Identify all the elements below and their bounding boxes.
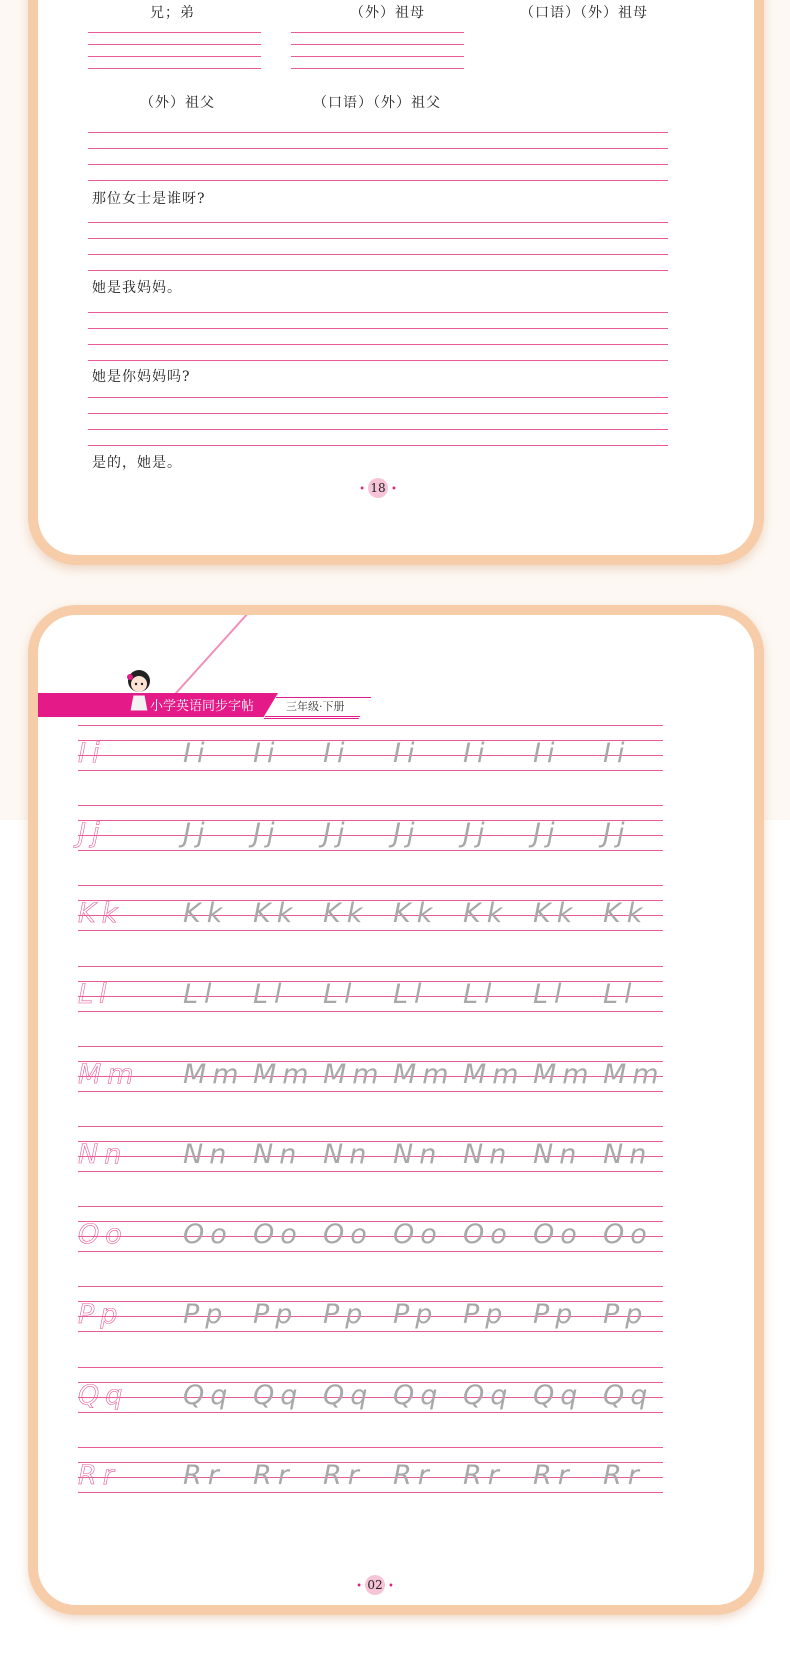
copy-letter-pair: Qq [463, 1379, 514, 1411]
decorative-line [163, 605, 265, 708]
copy-letter-pair: Oo [253, 1219, 303, 1251]
writing-rule [78, 1477, 663, 1478]
banner-title: 小学英语同步字帖 [150, 699, 255, 714]
copy-letter-pair: Qq [253, 1379, 304, 1411]
copy-letter-pair: Ii [323, 738, 351, 769]
copy-letter-pair: Mm [463, 1058, 525, 1090]
trace-letter-pair: Nn [78, 1139, 128, 1170]
writing-rule [78, 1462, 663, 1463]
writing-rule [78, 1011, 663, 1012]
copy-letter-pair: Rr [393, 1459, 435, 1491]
copy-letter-pair: Kk [253, 898, 299, 930]
writing-rule [78, 1251, 663, 1252]
copy-letter-pair: Ii [393, 738, 421, 769]
copy-letter-pair: Jj [463, 818, 491, 850]
copy-letter-pair: Qq [323, 1379, 374, 1411]
copy-letter-pair: Kk [603, 898, 649, 930]
sentence-yes-she-is: 是的，她是。 [92, 455, 182, 471]
letter-row [78, 1447, 663, 1507]
page-number: • 02 • [345, 1575, 405, 1595]
sentence-who-is-that-woman: 那位女士是谁呀? [92, 191, 206, 207]
copy-letter-pair: Oo [603, 1219, 653, 1251]
copy-letter-pair: Pp [183, 1299, 229, 1331]
copy-letter-pair: Mm [253, 1058, 315, 1090]
writing-rule [78, 835, 663, 836]
letter-row [78, 1206, 663, 1266]
copy-letter-pair: Rr [183, 1459, 225, 1491]
copy-letter-pair: Qq [183, 1379, 234, 1411]
copy-letter-pair: Rr [253, 1459, 295, 1491]
writing-rule [78, 1331, 663, 1332]
writing-rule [78, 805, 663, 806]
writing-rule [78, 1367, 663, 1368]
grade-label: 三年级·下册 [286, 700, 345, 713]
copy-letter-pair: Nn [253, 1139, 303, 1170]
writing-rule [78, 1447, 663, 1448]
copy-letter-pair: Kk [323, 898, 369, 930]
copy-letter-pair: Ll [393, 978, 428, 1010]
word-label-brother: 兄；弟 [150, 5, 195, 21]
word-label-grandfather: （外）祖父 [140, 95, 215, 111]
letter-row [78, 885, 663, 945]
trace-letter-pair: Jj [78, 818, 106, 850]
copy-letter-pair: Ll [253, 978, 288, 1010]
letter-row [78, 805, 663, 865]
sentence-is-she-your-mother: 她是你妈妈吗? [92, 369, 191, 385]
copy-letter-pair: Oo [323, 1219, 373, 1251]
copy-letter-pair: Mm [393, 1058, 455, 1090]
copy-letter-pair: Nn [323, 1139, 373, 1170]
copy-letter-pair: Pp [253, 1299, 299, 1331]
copy-letter-pair: Ii [603, 738, 631, 769]
page-number: • 18 • [348, 478, 408, 498]
copy-letter-pair: Kk [463, 898, 509, 930]
copy-letter-pair: Nn [393, 1139, 443, 1170]
copy-letter-pair: Oo [463, 1219, 513, 1251]
copy-letter-pair: Mm [603, 1058, 665, 1090]
copy-letter-pair: Mm [183, 1058, 245, 1090]
copy-letter-pair: Oo [533, 1219, 583, 1251]
letter-row [78, 1046, 663, 1106]
copy-letter-pair: Pp [533, 1299, 579, 1331]
letter-row [78, 966, 663, 1026]
sentence-she-is-my-mother: 她是我妈妈。 [92, 280, 182, 296]
copy-letter-pair: Ll [603, 978, 638, 1010]
copy-letter-pair: Qq [393, 1379, 444, 1411]
copy-letter-pair: Nn [183, 1139, 233, 1170]
workbook-page-02 [28, 605, 764, 1615]
writing-rule [78, 1412, 663, 1413]
writing-rule [78, 1171, 663, 1172]
letter-row [78, 1367, 663, 1427]
copy-letter-pair: Rr [603, 1459, 645, 1491]
trace-letter-pair: Pp [78, 1299, 124, 1331]
letter-row [78, 725, 663, 785]
copy-letter-pair: Jj [323, 818, 351, 850]
trace-letter-pair: Kk [78, 898, 124, 930]
copy-letter-pair: Oo [393, 1219, 443, 1251]
trace-letter-pair: Mm [78, 1058, 140, 1090]
trace-letter-pair: Qq [78, 1379, 129, 1411]
writing-rule [78, 755, 663, 756]
workbook-page-18 [28, 0, 764, 565]
copy-letter-pair: Pp [463, 1299, 509, 1331]
copy-letter-pair: Nn [463, 1139, 513, 1170]
writing-rule [78, 996, 663, 997]
letter-row [78, 1286, 663, 1346]
writing-rule [78, 885, 663, 886]
copy-letter-pair: Ii [533, 738, 561, 769]
copy-letter-pair: Jj [253, 818, 281, 850]
copy-letter-pair: Jj [603, 818, 631, 850]
copy-letter-pair: Nn [533, 1139, 583, 1170]
page-number-value: 18 [368, 478, 388, 498]
copy-letter-pair: Ll [323, 978, 358, 1010]
trace-letter-pair: Rr [78, 1459, 120, 1491]
copy-letter-pair: Pp [323, 1299, 369, 1331]
copy-letter-pair: Mm [323, 1058, 385, 1090]
writing-rule [78, 1126, 663, 1127]
copy-letter-pair: Pp [603, 1299, 649, 1331]
copy-letter-pair: Rr [323, 1459, 365, 1491]
copy-letter-pair: Oo [183, 1219, 233, 1251]
writing-rule [78, 1046, 663, 1047]
trace-letter-pair: Oo [78, 1219, 128, 1251]
copy-letter-pair: Ll [463, 978, 498, 1010]
trace-letter-pair: Ll [78, 978, 113, 1010]
writing-rule [78, 850, 663, 851]
copy-letter-pair: Qq [603, 1379, 654, 1411]
copy-letter-pair: Mm [533, 1058, 595, 1090]
copy-letter-pair: Nn [603, 1139, 653, 1170]
copy-letter-pair: Jj [183, 818, 211, 850]
writing-rule [78, 740, 663, 741]
copy-letter-pair: Ll [533, 978, 568, 1010]
copy-letter-pair: Ii [253, 738, 281, 769]
word-label-grandma: （口语）（外）祖母 [520, 5, 648, 21]
writing-rule [78, 820, 663, 821]
writing-rule [78, 930, 663, 931]
letter-row [78, 1126, 663, 1186]
copy-letter-pair: Jj [393, 818, 421, 850]
writing-rule [78, 1206, 663, 1207]
word-label-grandmother: （外）祖母 [350, 5, 425, 21]
writing-rule [78, 1492, 663, 1493]
copy-letter-pair: Pp [393, 1299, 439, 1331]
copy-letter-pair: Kk [183, 898, 229, 930]
page-number-value: 02 [365, 1575, 385, 1595]
copy-letter-pair: Jj [533, 818, 561, 850]
writing-rule [78, 770, 663, 771]
word-label-grandpa: （口语）（外）祖父 [313, 95, 441, 111]
writing-rule [78, 966, 663, 967]
copy-letter-pair: Ii [463, 738, 491, 769]
copy-letter-pair: Ll [183, 978, 218, 1010]
writing-rule [78, 1286, 663, 1287]
writing-rule [78, 1091, 663, 1092]
writing-rule [78, 725, 663, 726]
copy-letter-pair: Qq [533, 1379, 584, 1411]
writing-rule [78, 981, 663, 982]
copy-letter-pair: Kk [533, 898, 579, 930]
copy-letter-pair: Rr [463, 1459, 505, 1491]
trace-letter-pair: Ii [78, 738, 106, 769]
copy-letter-pair: Ii [183, 738, 211, 769]
copy-letter-pair: Rr [533, 1459, 575, 1491]
copy-letter-pair: Kk [393, 898, 439, 930]
